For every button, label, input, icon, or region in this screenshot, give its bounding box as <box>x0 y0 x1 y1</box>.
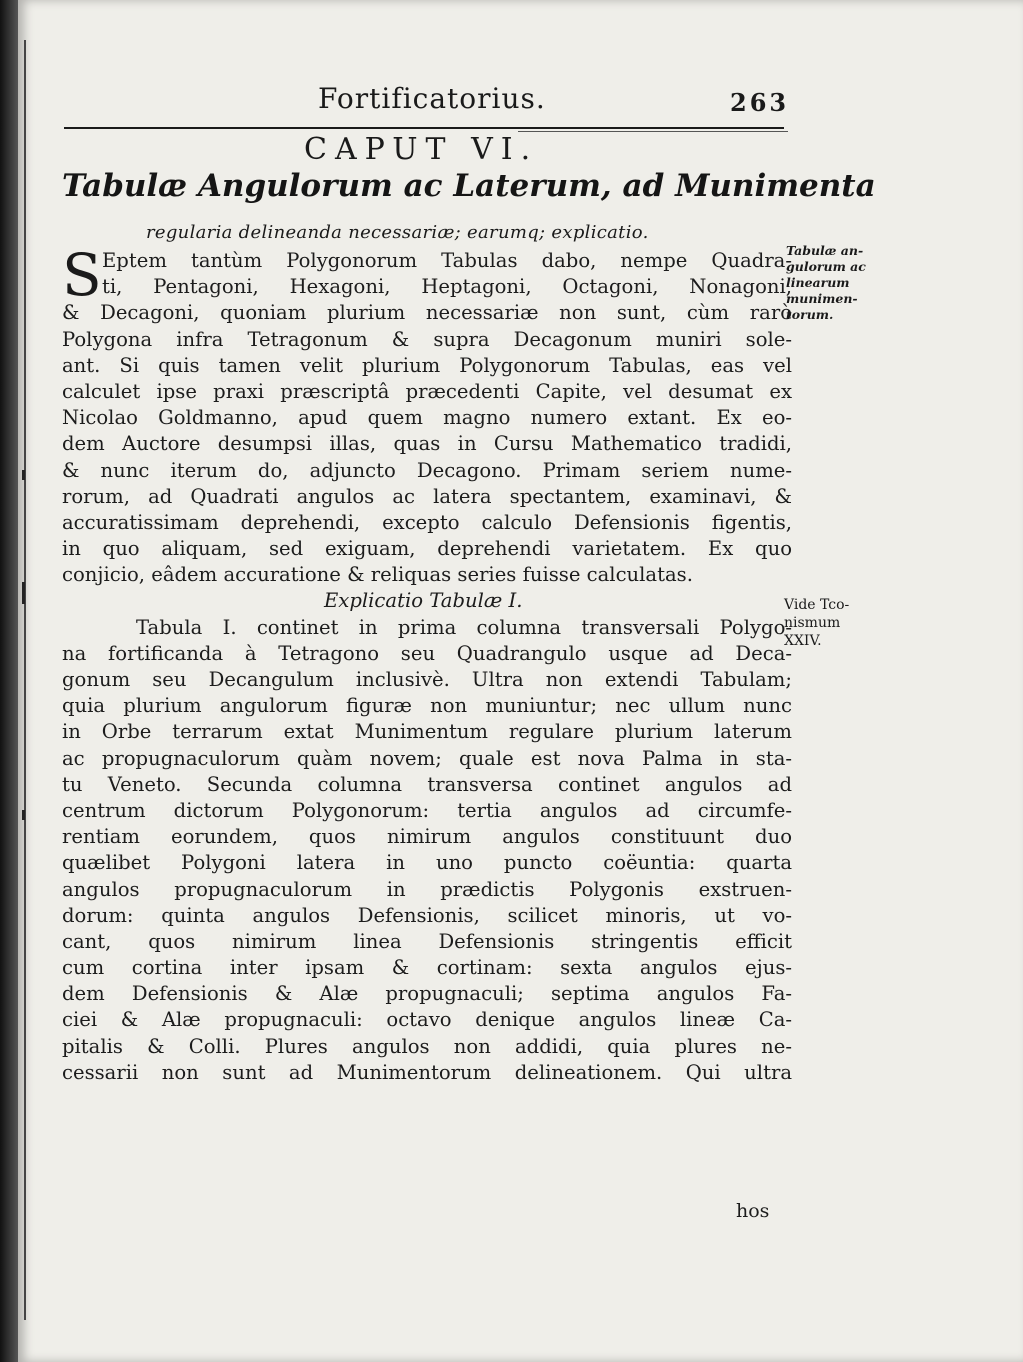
margin-note <box>786 243 886 323</box>
body-text <box>62 241 792 1086</box>
margin-note-line: torum. <box>786 307 834 322</box>
margin-speck <box>22 810 25 820</box>
header-rule <box>64 127 784 129</box>
text-line: cant, quos nimirum linea Defensionis stringentis efficit <box>62 929 792 953</box>
book-page <box>18 0 1023 1362</box>
text-line: gonum seu Decangulum inclusivè. Ultra non extendi Tabulam; <box>62 668 792 691</box>
margin-note <box>784 596 884 650</box>
text-line: in Orbe terrarum extat Munimentum regulare plurium laterum <box>62 720 792 744</box>
chapter-number: CAPUT VI. <box>304 132 539 167</box>
text-line: & Decagoni, quoniam plurium necessariæ non sunt, cùm rarò <box>62 301 792 325</box>
text-line: Polygona infra Tetragonum & supra Decagonum muniri sole- <box>62 327 792 351</box>
text-line: angulos propugnaculorum in prædictis Polygonis exstruen- <box>62 877 792 901</box>
chapter-subtitle: regularia delineanda necessariæ; earumq; explicatio. <box>146 222 649 243</box>
page-edge <box>24 40 26 1320</box>
margin-speck <box>22 582 25 604</box>
margin-note-line: linearum <box>786 275 850 290</box>
margin-note-line: Tabulæ an- <box>786 243 864 258</box>
margin-note-line: munimen- <box>786 291 858 306</box>
chapter-title: Tabulæ Angulorum ac Laterum, ad Munimenta <box>62 168 876 204</box>
text-line: dem Defensionis & Alæ propugnaculi; septima angulos Fa- <box>62 982 792 1006</box>
text-line: quælibet Polygoni latera in uno puncto coëuntia: quarta <box>62 851 792 875</box>
margin-note-line: XXIV. <box>784 633 822 649</box>
text-line: in quo aliquam, sed exiguam, deprehendi varietatem. Ex quo <box>62 537 792 561</box>
running-title: Fortificatorius. <box>318 82 546 115</box>
text-line: ac propugnaculorum quàm novem; quale est nova Palma in sta- <box>62 746 792 770</box>
header-rule-thin <box>518 131 788 132</box>
text-line: rorum, ad Quadrati angulos ac latera spectantem, examinavi, & <box>62 484 792 508</box>
drop-cap: S <box>62 241 102 309</box>
text-line: Tabula I. continet in prima columna transversali Polygo- <box>136 615 792 639</box>
book-gutter <box>0 0 18 1362</box>
text-line: & nunc iterum do, adjuncto Decagono. Primam seriem nume- <box>62 458 792 482</box>
text-line: quia plurium angulorum figuræ non muniuntur; nec ullum nunc <box>62 694 792 718</box>
text-line: ti, Pentagoni, Hexagoni, Heptagoni, Octagoni, Nonagoni, <box>102 275 792 299</box>
catchword: hos <box>736 1200 770 1222</box>
text-line: ciei & Alæ propugnaculi: octavo denique angulos lineæ Ca- <box>62 1008 792 1032</box>
section-subheading: Explicatio Tabulæ I. <box>324 589 523 613</box>
text-line: Eptem tantùm Polygonorum Tabulas dabo, nempe Quadra- <box>102 249 792 272</box>
page-number: 263 <box>730 88 790 117</box>
text-line: cessarii non sunt ad Munimentorum delineationem. Qui ultra <box>62 1060 792 1084</box>
text-line: cum cortina inter ipsam & cortinam: sexta angulos ejus- <box>62 956 792 980</box>
text-line: ant. Si quis tamen velit plurium Polygonorum Tabulas, eas vel <box>62 353 792 377</box>
text-line: dem Auctore desumpsi illas, quas in Cursu Mathematico tradidi, <box>62 432 792 456</box>
text-line: Nicolao Goldmanno, apud quem magno numero extant. Ex eo- <box>62 406 792 430</box>
text-line: na fortificanda à Tetragono seu Quadrangulo usque ad Deca- <box>62 641 792 665</box>
margin-speck <box>22 470 25 480</box>
running-head <box>18 82 1023 122</box>
margin-note-line: Vide Tco- <box>784 597 850 613</box>
text-line: dorum: quinta angulos Defensionis, scilicet minoris, ut vo- <box>62 903 792 927</box>
text-line: conjicio, eâdem accuratione & reliquas series fuisse calculatas. <box>62 563 693 587</box>
text-line: centrum dictorum Polygonorum: tertia angulos ad circumfe- <box>62 798 792 822</box>
margin-note-line: gulorum ac <box>786 259 866 274</box>
text-line: tu Veneto. Secunda columna transversa continet angulos ad <box>62 772 792 796</box>
text-line: calculet ipse praxi præscriptâ præcedenti Capite, vel desumat ex <box>62 379 792 403</box>
text-line: rentiam eorundem, quos nimirum angulos constituunt duo <box>62 825 792 849</box>
text-line: accuratissimam deprehendi, excepto calculo Defensionis figentis, <box>62 510 792 534</box>
text-line: pitalis & Colli. Plures angulos non addidi, quia plures ne- <box>62 1034 792 1058</box>
margin-note-line: nismum <box>784 615 841 631</box>
